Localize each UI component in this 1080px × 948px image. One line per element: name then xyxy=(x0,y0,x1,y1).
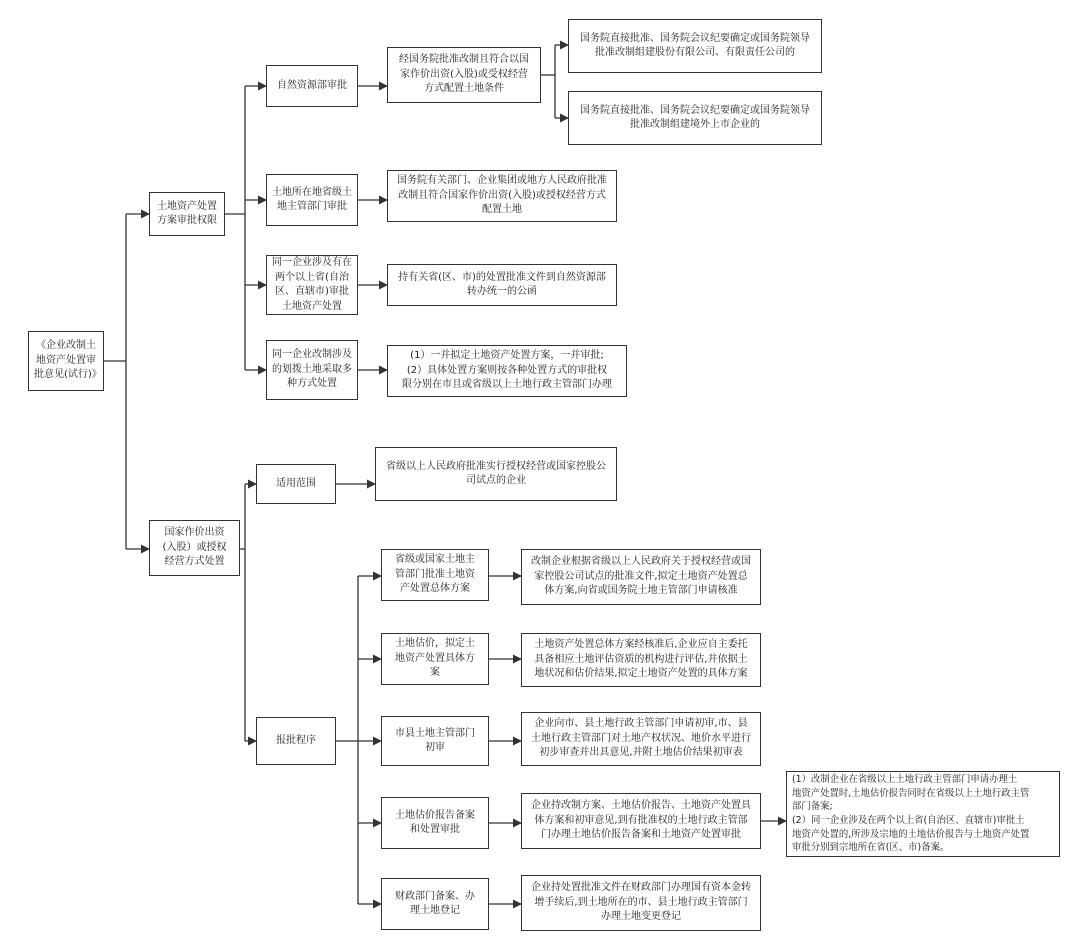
box-ministry-or-local-gov-approved: 国务院有关部门、企业集团或地方人民政府批准 改制且符合国家作价出资(入股)或授权经营方式 配置土地 xyxy=(387,170,617,222)
box-scope-of-application: 适用范围 xyxy=(256,464,336,504)
box-multi-province-enterprise: 同一企业涉及有在 两个以上省(自治 区、直辖市)审批 土地资产处置 xyxy=(266,255,358,315)
box-provincial-approval-documents: 持有关省(区、市)的处置批准文件到自然资源部 转办统一的公函 xyxy=(387,264,617,306)
step-city-county-preliminary-review: 市县土地主管部门 初审 xyxy=(381,716,489,766)
box-joint-disposal-plan: (1）一并拟定土地资产处置方案，一并审批; (2）具体处置方案则按各种处置方式的审批权 限分别在市且或省级以上土地行政主管部门办理 xyxy=(387,345,627,397)
detail-filing-and-approval: 企业持改制方案、土地估价报告、土地资产处置具 体方案和初审意见,到有批准权的土地行政主管部 门办理土地估价报告备案和土地资产处置审批 xyxy=(521,793,761,849)
note-valuation-report-filing: (1）改制企业在省级以上土地行政主管部门申请办理土 地资产处置时,土地估价报告同时在省级以上土地行政主管 部门备案; (2）同一企业涉及在两个以上省(自治区、直辖市)审批土 地资产处置的,所涉及宗地的土地估价报告与土地资产处置 审批分别到宗地所在省(区、市)备案。 xyxy=(786,771,1060,857)
branch-state-capital-contribution: 国家作价出资 (入股）或授权 经营方式处置 xyxy=(149,520,240,576)
box-multiple-disposal-methods: 同一企业改制涉及 的划拨土地采取多 种方式处置 xyxy=(266,340,358,400)
box-applicable-enterprises: 省级以上人民政府批准实行授权经营或国家控股公 司试点的企业 xyxy=(375,447,617,501)
detail-preliminary-review: 企业向市、县土地行政主管部门申请初审,市、县 土地行政主管部门对土地产权状况、地价水平进行 初步审查并出具意见,并附土地估价结果初审表 xyxy=(521,712,761,766)
detail-valuation-plan: 土地资产处置总体方案经核准后,企业应自主委托 具备相应土地评估资质的机构进行评估,并依据土 地状况和估价结果,拟定土地资产处置的具体方案 xyxy=(521,633,761,687)
box-approval-procedure: 报批程序 xyxy=(256,717,336,765)
step-valuation-filing-and-approval: 土地估价报告备案 和处置审批 xyxy=(381,797,489,849)
box-provincial-land-dept-approval: 土地所在地省级土 地主管部门审批 xyxy=(266,174,358,226)
step-finance-filing-land-registration: 财政部门备案、办 理土地登记 xyxy=(381,878,489,930)
step-land-valuation: 土地估价，拟定土 地资产处置具体方 案 xyxy=(381,633,489,685)
branch-approval-authority: 土地资产处置 方案审批权限 xyxy=(149,192,225,236)
detail-land-change-registration: 企业持处置批准文件在财政部门办理国有资本金转 增手续后,到土地所在的市、县土地行政主管部门 办理土地变更登记 xyxy=(521,875,761,931)
box-state-council-approved-conditions: 经国务院批准改制且符合以国 家作价出资(入股)或受权经营 方式配置土地条件 xyxy=(387,47,541,103)
detail-overall-plan: 改制企业根据省级以上人民政府关于授权经营或国 家控股公司试点的批准文件,拟定土地资产处置总 体方案,向省或国务院土地主管部门申请核准 xyxy=(521,549,761,605)
box-joint-stock-company-case: 国务院直接批准、国务院会议纪要确定或国务院领导 批准改制组建股份有限公司、有限责任公司的 xyxy=(568,19,822,73)
root-document-title: 《企业改制土 地资产处置审 批意见(试行)》 xyxy=(28,331,104,391)
step-overall-plan-approval: 省级或国家土地主 管部门批准土地资 产处置总体方案 xyxy=(381,549,489,601)
box-natural-resources-ministry-approval: 自然资源部审批 xyxy=(266,65,358,107)
box-overseas-listed-company-case: 国务院直接批准、国务院会议纪要确定或国务院领导 批准改制组建境外上市企业的 xyxy=(568,91,822,145)
